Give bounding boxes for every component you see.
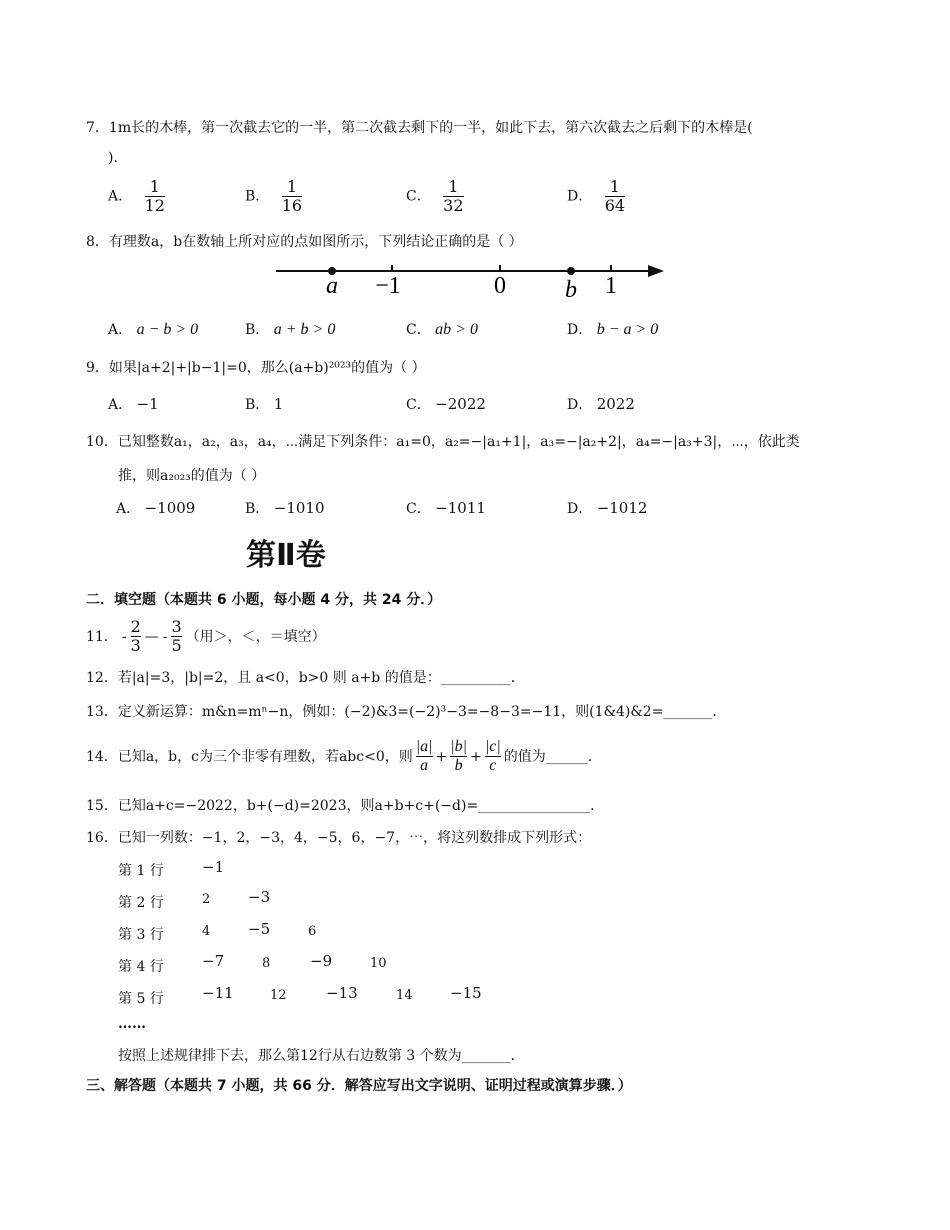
q10-option-d: D． −1012 [567, 499, 648, 517]
q8-option-a: A． a − b > 0 [108, 321, 199, 338]
row-value: −7 [202, 952, 225, 970]
question-16-final: 按照上述规律排下去，那么第12行从右边数第 3 个数为_______． [118, 1048, 525, 1064]
question-11: 11． - $\frac{2}{3}$ — - $\frac{3}{5}$ （用＞，＜，＝填空） [86, 617, 326, 655]
part-2-title: 第Ⅱ卷 [246, 538, 326, 573]
question-15: 15．已知a+c=−2022，b+(−d)=2023，则a+b+c+(−d)=________________． [86, 798, 605, 814]
row-value: −1 [202, 858, 225, 876]
label-a: a [326, 273, 338, 299]
row-label: 第 4 行 [118, 959, 164, 975]
question-7: 7．1m长的木棒，第一次截去它的一半，第二次截去剩下的一半，如此下去，第六次截去之后剩下的木棒是( [86, 120, 753, 136]
row-value: −15 [450, 984, 482, 1002]
row-value: −9 [310, 952, 333, 970]
label-minus-1: −1 [375, 273, 401, 299]
question-13: 13．定义新运算：m&n=mⁿ−n，例如：(−2)&3=(−2)³−3=−8−3=−11，则(1&4)&2=_______． [86, 704, 727, 720]
q7-option-d: D． $\frac{1}{64}$ [567, 177, 626, 215]
row-value: 10 [370, 956, 387, 971]
row-value: −13 [326, 984, 358, 1002]
row-value: 2 [202, 892, 211, 907]
label-zero: 0 [494, 273, 506, 299]
q8-option-c: C． ab > 0 [406, 321, 478, 338]
option-letter: D． [567, 188, 593, 205]
section-2-heading: 二．填空题（本题共 6 小题，每小题 4 分，共 24 分．） [86, 592, 442, 608]
section-3-heading: 三、解答题（本题共 7 小题，共 66 分．解答应写出文字说明、证明过程或演算步骤．） [86, 1078, 632, 1094]
label-one: 1 [605, 273, 617, 299]
question-12: 12．若|a|=3，|b|=2，且 a<0，b>0 则 a+b 的值是：__________． [86, 670, 525, 686]
ellipsis: …… [118, 1016, 146, 1032]
q9-option-c: C． −2022 [406, 395, 486, 413]
question-9: 9．如果|a+2|+|b−1|=0，那么(a+b)²⁰²³的值为（ ） [86, 360, 426, 376]
point-b [567, 267, 575, 275]
row-value: −5 [248, 920, 271, 938]
row-value: 12 [270, 988, 287, 1003]
question-10-cont: 推，则a₂₀₂₃的值为（ ） [118, 468, 266, 484]
q9-option-b: B． 1 [245, 395, 284, 413]
q8-option-b: B． a + b > 0 [245, 321, 336, 338]
question-8: 8．有理数a，b在数轴上所对应的点如图所示，下列结论正确的是（ ） [86, 234, 523, 250]
option-letter: B． [245, 188, 270, 205]
q7-option-a: A． $\frac{1}{12}$ [108, 177, 165, 215]
row-value: 6 [308, 924, 317, 939]
row-label: 第 5 行 [118, 991, 164, 1007]
row-value: −11 [202, 984, 234, 1002]
row-value: 4 [202, 924, 211, 939]
q10-option-a: A． −1009 [116, 499, 196, 517]
q9-option-d: D． 2022 [567, 395, 635, 413]
question-14: 14．已知a，b，c为三个非零有理数，若abc<0，则 $\frac{|a|}{a}$ + $\frac{|b|}{b}$ + $\frac{|c|}{c}$ 的值为______． [86, 738, 602, 774]
number-line [270, 255, 670, 305]
row-label: 第 1 行 [118, 863, 164, 879]
q7-option-b: B． $\frac{1}{16}$ [245, 177, 303, 215]
question-16: 16．已知一列数：−1，2，−3，4，−5，6，−7，⋯，将这列数排成下列形式： [86, 830, 592, 846]
row-label: 第 3 行 [118, 927, 164, 943]
q7-option-c: C． $\frac{1}{32}$ [406, 177, 464, 215]
option-letter: C． [406, 188, 431, 205]
question-7-cont: )． [108, 150, 128, 166]
question-10: 10．已知整数a₁，a₂，a₃，a₄，⋯满足下列条件：a₁=0，a₂=−|a₁+1|，a₃=−|a₂+2|，a₄=−|a₃+3|，⋯，依此类 [86, 434, 800, 450]
option-letter: A． [108, 188, 133, 205]
number-line-arrow [648, 265, 664, 277]
q8-option-d: D． b − a > 0 [567, 321, 659, 338]
q10-option-c: C． −1011 [406, 499, 486, 517]
row-value: −3 [248, 888, 271, 906]
label-b: b [565, 277, 577, 303]
row-value: 8 [262, 956, 271, 971]
row-label: 第 2 行 [118, 895, 164, 911]
q9-option-a: A． −1 [108, 395, 159, 413]
q10-option-b: B． −1010 [245, 499, 325, 517]
row-value: 14 [396, 988, 413, 1003]
